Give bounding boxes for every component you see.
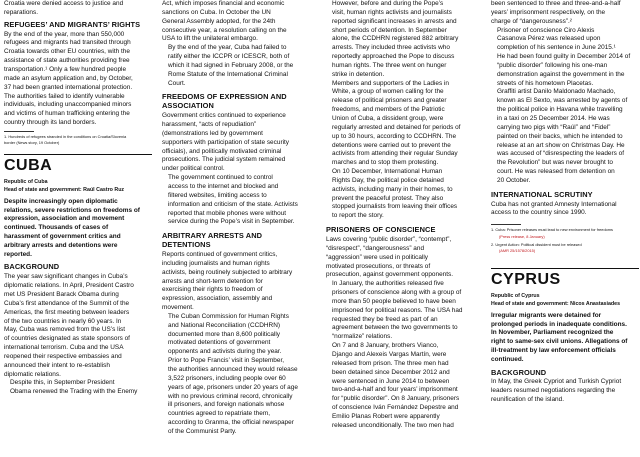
- text-line: agreement between the two governments to: [332, 324, 458, 332]
- text-line: 3,522 prisoners, including people over 60: [168, 374, 286, 382]
- text-line: reparations.: [4, 8, 38, 16]
- text-line: to report the story.: [332, 212, 384, 220]
- arrests-heading: ARBITRARY ARRESTS AND DETENTIONS: [162, 231, 263, 250]
- scrutiny-heading: INTERNATIONAL SCRUTINY: [491, 189, 593, 199]
- column-3: [326, 0, 474, 431]
- text-line: relations, severe restrictions on freedoms of: [4, 206, 140, 214]
- text-line: Union of Cuba, a dissident group, were: [332, 114, 444, 122]
- refugees-paragraph: [4, 31, 152, 128]
- text-line: under political control.: [162, 165, 225, 173]
- text-line: motivated detentions of government: [168, 339, 271, 347]
- text-line: “aggression” were used in politically: [326, 253, 428, 261]
- text-line: consecutive year, a resolution calling on the: [162, 26, 287, 34]
- text-line: The year saw significant changes in Cuba’s: [4, 273, 128, 281]
- sentence-paragraph: [491, 0, 639, 27]
- text-line: Government critics continued to experience: [162, 112, 286, 120]
- text-line: countries agreed to repatriate them,: [168, 410, 270, 418]
- text-line: However, before and during the Pope’s: [332, 0, 444, 7]
- text-line: known as El Sexto, was arrested by agents of: [497, 97, 628, 105]
- cyprus-background-paragraph: [491, 378, 639, 405]
- internet-paragraph: [162, 174, 310, 227]
- text-line: carrying two pigs with “Raúl” and “Fidel”: [497, 123, 611, 131]
- text-line: USA to lift the unilateral embargo.: [162, 35, 258, 43]
- text-line: harassment of government critics and: [4, 233, 121, 241]
- text-line: expression, association, assembly and: [162, 295, 273, 303]
- text-line: the Revolution” but was never brought to: [497, 159, 613, 167]
- laws-paragraph: [326, 236, 474, 280]
- text-line: released unconditionally. The two men had: [332, 421, 454, 429]
- text-line: freedoms, and members of the Patriotic: [332, 106, 445, 114]
- text-line: refugees and migrants had transited through: [4, 39, 131, 47]
- scrutiny-paragraph: [491, 201, 639, 219]
- text-line: activists, being routinely subjected to arbitrary: [162, 268, 293, 276]
- text-line: prolonged periods in inadequate conditions.: [491, 320, 627, 328]
- text-line: marches and to stop them protesting.: [332, 159, 439, 167]
- text-line: Croatia were denied access to justice and: [4, 0, 124, 7]
- text-line: of the two countries in nearly 60 years. In: [4, 317, 122, 325]
- text-line: By the end of the year, Cuba had failed to: [168, 44, 287, 52]
- text-line: arrests and short-term detention for: [162, 277, 263, 285]
- text-line: On 7 and 8 January, brothers Vianco,: [332, 342, 439, 350]
- text-line: imprisoned for political reasons. The USA had: [332, 306, 463, 314]
- text-line: made an asylum application and, by October,: [4, 74, 133, 82]
- text-line: and victims of human trafficking entering the: [4, 110, 130, 118]
- text-line: prevent the peaceful protest. They also: [332, 194, 444, 202]
- text-line: officials), and politically motivated criminal: [162, 147, 282, 155]
- head-of-state-text: Head of state and government: Nicos Anastasiades: [491, 300, 621, 307]
- text-line: regularly arrested and detained for periods of: [332, 123, 461, 131]
- text-line: arbitrary arrests and detentions were: [4, 241, 118, 249]
- text-line: arrests. They included three activists who: [332, 44, 450, 52]
- text-line: harassment, “acts of repudiation”: [162, 121, 257, 129]
- text-line: international terrorism. Cuba and the USA: [4, 344, 124, 352]
- text-line: access to the country since 1990.: [491, 209, 587, 217]
- text-line: Act, which imposes financial and economic: [162, 0, 285, 7]
- text-line: filtered websites, limiting access to: [168, 191, 267, 199]
- arrests-paragraph: [162, 251, 310, 313]
- text-line: met US President Barack Obama during: [4, 291, 119, 299]
- text-line: of conscience Iván Fernández Depestre and: [332, 404, 459, 412]
- cuba-background-paragraph: [4, 273, 152, 379]
- text-line: painted on their backs, which he intended to: [497, 132, 623, 140]
- ratification-paragraph: [162, 44, 310, 88]
- text-line: Casanova Pérez was released upon: [497, 35, 601, 43]
- text-line: opponents and activists during the year.: [168, 348, 282, 356]
- text-line: The government continued to control: [168, 174, 273, 182]
- text-line: By the end of the year, more than 550,000: [4, 30, 125, 38]
- text-line: In January, the authorities released five: [332, 280, 444, 288]
- text-line: documented more than 8,600 politically: [168, 330, 281, 338]
- text-line: ill prisoners, and foreign nationals whose: [168, 401, 285, 409]
- text-line: human rights. The three went on hunger: [332, 61, 447, 69]
- human-rights-day-paragraph: [326, 168, 474, 221]
- text-line: Americas, the first meeting between leaders: [4, 308, 130, 316]
- text-line: activists from attending their regular Sunday: [332, 150, 458, 158]
- text-line: visit, human rights activists and journalists: [332, 8, 452, 16]
- text-line: reported significant increases in arrests and: [332, 17, 457, 25]
- casanova-paragraph: [491, 27, 639, 89]
- text-line: reopened their respective embassies and: [4, 352, 122, 360]
- text-line: Cuba’s first attendance of the Summit of the: [4, 299, 130, 307]
- text-line: strike in detention.: [332, 70, 385, 78]
- text-line: stopped journalists from leaving their offices: [332, 203, 458, 211]
- text-line: including journalists and human rights: [162, 259, 270, 267]
- text-line: Despite this, in September President: [10, 379, 115, 387]
- text-line: Django and Alexeis Vargas Martín, were: [332, 350, 447, 358]
- column-4: [491, 0, 639, 405]
- vargas-paragraph: [326, 342, 474, 430]
- el-sexto-paragraph: [491, 88, 639, 185]
- head-of-state-cyprus: [491, 301, 639, 309]
- text-line: “public disorder” following his one-man: [497, 61, 608, 69]
- text-line: The Cuban Commission for Human Rights: [168, 312, 289, 320]
- text-line: Despite increasingly open diplomatic: [4, 197, 118, 205]
- text-line: “disrespect”, “dangerousness” and: [326, 244, 425, 252]
- text-line: according to Granma, the official newspaper: [168, 419, 294, 427]
- text-line: (demonstrations led by government: [162, 129, 263, 137]
- cuba-background-paragraph-2: [4, 379, 152, 397]
- text-line: transportation.¹ Only a few hundred people: [4, 65, 127, 73]
- january-release-paragraph: [326, 280, 474, 342]
- text-line: “normalize” relations.: [332, 333, 393, 341]
- text-line: General Assembly adopted, for the 24th: [162, 17, 276, 25]
- text-line: charge of “dangerousness”.²: [491, 17, 572, 25]
- text-line: The authorities failed to identify vulnerable: [4, 92, 125, 100]
- footnote-2: [491, 242, 639, 254]
- text-line: in a taxi on 25 December 2014. He was: [497, 114, 610, 122]
- text-line: reportedly approached the Pope to discuss: [332, 53, 455, 61]
- text-line: In May, the Greek Cypriot and Turkish Cypriot: [491, 378, 622, 386]
- text-line: 1. Hundreds of refugees stranded in the conditions on Croatia/Slovenia: [4, 133, 127, 139]
- footnote-1: [491, 227, 639, 239]
- text-line: leaders resumed negotiations regarding the: [491, 387, 616, 395]
- text-line: 20 October.: [497, 176, 531, 184]
- text-line: Rights Day, the political police detained: [332, 176, 444, 184]
- text-line: alone, the CCDHRN registered 882 arbitrary: [332, 35, 459, 43]
- text-line: ASSOCIATION: [162, 101, 214, 111]
- text-line: detentions were carried out to prevent the: [332, 141, 451, 149]
- text-line: were sentenced in June 2014 to between: [332, 377, 450, 385]
- text-line: May, Cuba was removed from the US’s list: [4, 326, 126, 334]
- text-line: exercising their rights to freedom of: [162, 286, 263, 294]
- text-line: Croatia towards other EU countries, with the: [4, 48, 130, 56]
- official-name-cuba: [4, 179, 152, 187]
- text-line: In November, Parliament recognized the: [491, 329, 614, 337]
- text-line: completion of his sentence in June 2015.¹: [497, 44, 616, 52]
- text-line: short periods of detention. In September: [332, 26, 447, 34]
- text-line: streets of his hometown Placetas.: [497, 79, 594, 87]
- text-line: movement.: [162, 304, 194, 312]
- footnote-1-link[interactable]: (Press release, 8 January): [499, 233, 545, 239]
- country-title-cuba: CUBA: [4, 154, 152, 175]
- text-line: the authorities announced they would release: [168, 366, 298, 373]
- text-line: was accused of “disrespecting the leaders of: [497, 150, 625, 158]
- official-name-text: Republic of Cyprus: [491, 293, 540, 300]
- refugees-heading: REFUGEES’ AND MIGRANTS’ RIGHTS: [4, 19, 141, 29]
- freedoms-heading: [162, 93, 310, 111]
- text-line: Prisoner of conscience Ciro Alexis: [497, 26, 595, 34]
- text-line: of the Communist Party.: [168, 427, 237, 435]
- ccdhrn-paragraph: [162, 313, 310, 357]
- cuba-summary: [4, 198, 152, 260]
- text-line: been sentenced to three and three-and-a-half: [491, 0, 621, 7]
- text-line: demonstration against the government in the: [497, 70, 625, 78]
- pope-visit-paragraph: [162, 357, 310, 437]
- text-line: which it had signed in February 2008, or the: [168, 61, 294, 69]
- text-line: two-and-a-half and four years’ imprisonment: [332, 386, 458, 394]
- text-line: supporters with participation of state security: [162, 138, 290, 146]
- text-line: motivated prosecutions, or threats of: [326, 262, 431, 270]
- text-line: ill-treatment by law enforcement officials: [491, 346, 616, 354]
- head-of-state-cuba: [4, 187, 152, 195]
- text-line: diplomatic relations.: [4, 370, 61, 378]
- text-line: sanctions on Cuba. In October the UN: [162, 8, 271, 16]
- text-line: Emilio Planas Robert were apparently: [332, 412, 440, 420]
- text-line: for “public disorder”. On 8 January, prisoners: [332, 395, 460, 403]
- text-line: ratify either the ICCPR or ICESCR, both of: [168, 53, 290, 61]
- text-line: Cuba has not granted Amnesty International: [491, 200, 617, 208]
- freedoms-paragraph: [162, 112, 310, 174]
- text-line: of countries designated as state sponsors of: [4, 335, 130, 343]
- text-line: requested they be freed as part of an: [332, 315, 438, 323]
- intro-paragraph: [4, 0, 152, 18]
- country-title-cyprus: CYPRUS: [491, 268, 639, 289]
- text-line: continued.: [491, 355, 524, 363]
- text-line: assistance of state authorities providing free: [4, 57, 130, 65]
- text-line: prisoners of conscience along with a group of: [332, 289, 462, 297]
- text-line: been detained since December 2012 and: [332, 368, 450, 376]
- cyprus-summary: [491, 312, 639, 365]
- text-line: released from prison. The three men had: [332, 359, 449, 367]
- text-line: service during the Pope’s visit in September.: [168, 218, 295, 226]
- text-line: diplomatic relations. In April, President Castro: [4, 282, 134, 290]
- text-line: border (News story, 19 October): [4, 140, 60, 146]
- text-line: and National Reconciliation (CCDHRN): [168, 321, 280, 329]
- text-line: Prior to Pope Francis’ visit in September,: [168, 357, 285, 365]
- text-line: reported.: [4, 250, 32, 258]
- footnote-croatia: [4, 134, 152, 146]
- column-1: [4, 0, 152, 397]
- text-line: country through its land borders.: [4, 119, 97, 127]
- text-line: Irregular migrants were detained for: [491, 311, 602, 319]
- text-line: court. He was released from detention on: [497, 168, 615, 176]
- text-line: Laws covering “public disorder”, “contempt”,: [326, 236, 452, 243]
- footnote-divider: [4, 131, 34, 132]
- text-line: information and criticism of the state. Activists: [168, 200, 298, 208]
- text-line: release of political prisoners and greater: [332, 97, 447, 105]
- ladies-in-white-paragraph: [326, 80, 474, 168]
- text-line: release at an art show on Christmas Day. He: [497, 141, 625, 149]
- pope-arrests-paragraph: [326, 0, 474, 80]
- official-name-text: Republic of Cuba: [4, 179, 48, 186]
- prisoners-heading: PRISONERS OF CONSCIENCE: [326, 225, 436, 235]
- text-line: more than 50 people believed to have been: [332, 297, 456, 305]
- head-of-state-text: Head of state and government: Raúl Castro Ruz: [4, 187, 125, 194]
- text-line: years’ imprisonment respectively, on the: [491, 8, 606, 16]
- footnote-1-text: 1. Cuba: Prisoner releases must lead to new environment for freedoms: [491, 227, 613, 233]
- text-line: Rome Statute of the International Criminal: [168, 70, 288, 78]
- text-line: White, a group of women calling for the: [332, 88, 444, 96]
- text-line: Reports continued of government critics,: [162, 251, 278, 259]
- text-line: activists, including many in their homes, to: [332, 185, 453, 193]
- text-line: 37 had been granted international protection.: [4, 83, 133, 91]
- text-line: individuals, including unaccompanied minors: [4, 101, 132, 109]
- text-line: FREEDOMS OF EXPRESSION AND: [162, 92, 287, 102]
- sanctions-paragraph: [162, 0, 310, 44]
- text-line: up to 30 hours, according to CCDHRN. The: [332, 132, 457, 140]
- text-line: years of age, prisoners under 20 years of age: [168, 383, 298, 391]
- text-line: the political police in Havana while travelling: [497, 106, 623, 114]
- cuba-background-heading: BACKGROUND: [4, 262, 60, 272]
- text-line: right to same-sex civil unions. Allegations of: [491, 338, 628, 346]
- footnote-2-link[interactable]: (AMR 25/1578/2015): [499, 247, 536, 253]
- cyprus-background-heading: BACKGROUND: [491, 367, 547, 377]
- text-line: He had been found guilty in December 2014 of: [497, 53, 631, 61]
- text-line: with no previous criminal record, chronically: [168, 392, 293, 400]
- text-line: announced their intent to re-establish: [4, 361, 110, 369]
- text-line: On 10 December, International Human: [332, 168, 443, 176]
- footnote-divider: [491, 224, 521, 225]
- text-line: continued. Thousands of cases of: [4, 224, 109, 232]
- text-line: prosecution, against government opponents.: [326, 271, 454, 279]
- text-line: expression, association and movement: [4, 215, 125, 223]
- text-line: Graffiti artist Danilo Maldonado Machado,: [497, 88, 616, 96]
- text-line: prosecutions. The judicial system remained: [162, 156, 286, 164]
- text-line: Obama renewed the Trading with the Enemy: [10, 388, 138, 396]
- footnote-2-text: 2. Urgent Action: Political dissident must be released: [491, 241, 582, 247]
- text-line: Court.: [168, 79, 186, 87]
- text-line: reported that mobile phones were without: [168, 209, 287, 217]
- column-2: [162, 0, 310, 437]
- official-name-cyprus: [491, 293, 639, 301]
- text-line: Members and supporters of the Ladies in: [332, 79, 450, 87]
- text-line: access to the internet and blocked and: [168, 183, 279, 190]
- text-line: reunification of the island.: [491, 396, 565, 404]
